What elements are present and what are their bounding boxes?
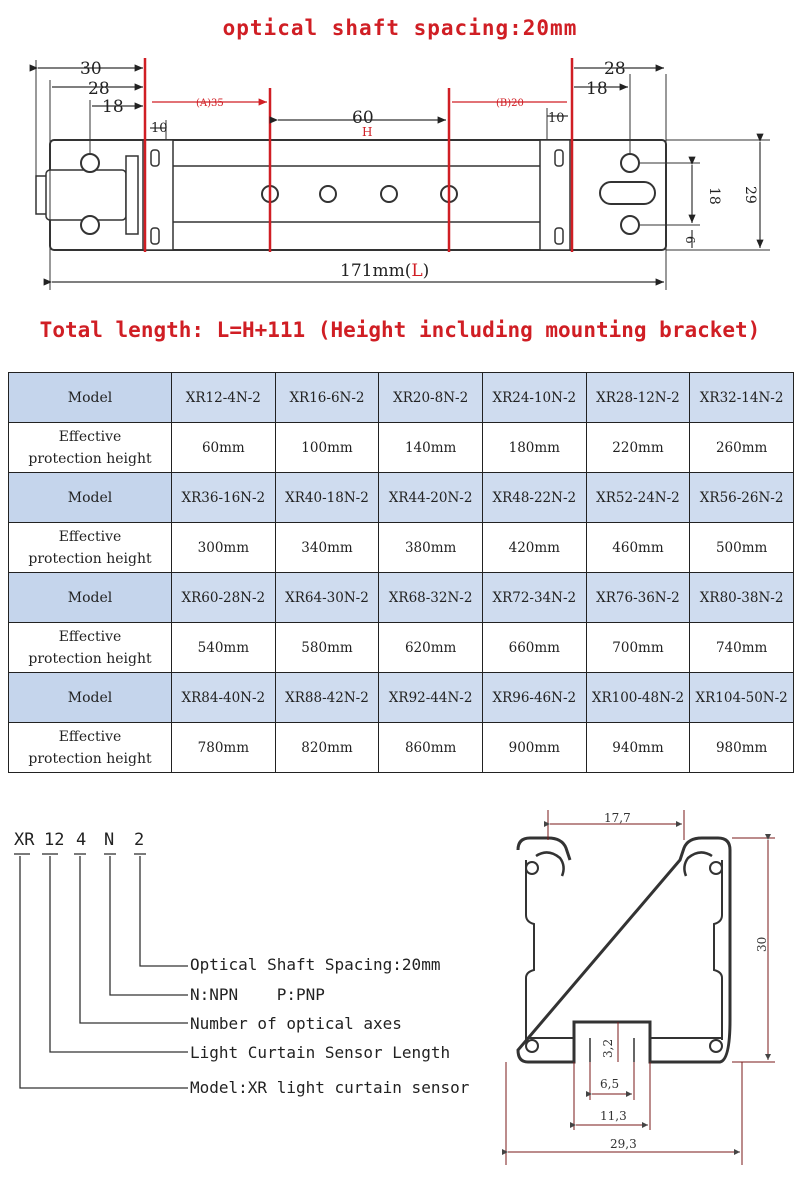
legend-axes: Number of optical axes: [190, 1014, 402, 1033]
height-row: [9, 723, 794, 773]
height-cell: 220mm: [586, 423, 690, 473]
code-part-spacing: 2: [134, 830, 145, 850]
model-cell: XR68-32N-2: [379, 573, 483, 623]
model-cell: XR36-16N-2: [172, 473, 276, 523]
profile-cross-section: [490, 800, 790, 1170]
height-label-line2: protection height: [28, 450, 152, 467]
model-cell: XR96-46N-2: [482, 673, 586, 723]
height-label-line1: Effective: [58, 528, 122, 545]
height-cell: 380mm: [379, 523, 483, 573]
dim-h: H: [362, 125, 373, 139]
model-cell: XR100-48N-2: [586, 673, 690, 723]
height-cell: 60mm: [172, 423, 276, 473]
height-cell: 700mm: [586, 623, 690, 673]
profile-width-top: 17,7: [604, 811, 631, 825]
model-label-cell: Model: [9, 673, 172, 723]
model-cell: XR56-26N-2: [690, 473, 794, 523]
model-row: [9, 473, 794, 523]
model-cell: XR12-4N-2: [172, 373, 276, 423]
height-cell: 660mm: [482, 623, 586, 673]
model-cell: XR44-20N-2: [379, 473, 483, 523]
model-cell: XR104-50N-2: [690, 673, 794, 723]
length-paren-close: ): [422, 261, 430, 281]
legend-model: Model:XR light curtain sensor: [190, 1078, 470, 1097]
length-paren-open: (: [404, 261, 412, 281]
model-cell: XR60-28N-2: [172, 573, 276, 623]
dim-18-left: 18: [102, 97, 124, 117]
model-cell: XR20-8N-2: [379, 373, 483, 423]
height-cell: 100mm: [275, 423, 379, 473]
height-cell: 740mm: [690, 623, 794, 673]
dim-29-vert: 29: [742, 186, 758, 204]
height-cell: 780mm: [172, 723, 276, 773]
height-label-line2: protection height: [28, 750, 152, 767]
code-part-xr: XR: [14, 830, 35, 850]
model-cell: XR40-18N-2: [275, 473, 379, 523]
height-label-cell: [9, 723, 172, 773]
model-cell: XR52-24N-2: [586, 473, 690, 523]
height-label-cell: [9, 623, 172, 673]
length-symbol: L: [411, 261, 423, 281]
model-cell: XR80-38N-2: [690, 573, 794, 623]
height-row: [9, 623, 794, 673]
model-row: [9, 673, 794, 723]
height-cell: 420mm: [482, 523, 586, 573]
dim-18-vert: 18: [706, 187, 722, 205]
model-cell: XR48-22N-2: [482, 473, 586, 523]
profile-slot-width: 6,5: [600, 1077, 620, 1091]
height-cell: 980mm: [690, 723, 794, 773]
profile-slot-depth: 3,2: [601, 1038, 615, 1058]
height-cell: 540mm: [172, 623, 276, 673]
height-cell: 180mm: [482, 423, 586, 473]
dim-10-right: 10: [548, 111, 565, 126]
model-label-cell: Model: [9, 373, 172, 423]
sensor-dimension-drawing: [0, 50, 800, 310]
height-cell: 900mm: [482, 723, 586, 773]
height-label-cell: [9, 423, 172, 473]
formula-title: Total length: L=H+111 (Height including mounting bracket): [39, 318, 761, 342]
height-cell: 340mm: [275, 523, 379, 573]
dim-6-vert: 6: [683, 236, 697, 244]
height-label-line2: protection height: [28, 550, 152, 567]
height-cell: 580mm: [275, 623, 379, 673]
model-row: [9, 573, 794, 623]
legend-length: Light Curtain Sensor Length: [190, 1043, 451, 1062]
dim-18-right: 18: [586, 79, 608, 99]
top-title: optical shaft spacing:20mm: [222, 16, 578, 40]
height-row: [9, 523, 794, 573]
dim-60: 60: [352, 108, 374, 128]
model-cell: XR16-6N-2: [275, 373, 379, 423]
dim-28-right: 28: [604, 59, 626, 79]
dim-a: (A)35: [196, 98, 224, 109]
height-cell: 940mm: [586, 723, 690, 773]
legend-spacing: Optical Shaft Spacing:20mm: [190, 955, 441, 974]
model-cell: XR84-40N-2: [172, 673, 276, 723]
legend-output-type: N:NPN P:PNP: [190, 985, 325, 1004]
model-cell: XR88-42N-2: [275, 673, 379, 723]
dim-b: (B)20: [496, 98, 524, 109]
model-label-cell: Model: [9, 473, 172, 523]
height-cell: 300mm: [172, 523, 276, 573]
model-cell: XR92-44N-2: [379, 673, 483, 723]
code-part-type: N: [104, 830, 115, 850]
profile-total-width: 29,3: [610, 1137, 637, 1151]
code-part-length: 12: [44, 830, 65, 850]
model-cell: XR32-14N-2: [690, 373, 794, 423]
height-label-line1: Effective: [58, 628, 122, 645]
height-row: [9, 423, 794, 473]
height-label-line1: Effective: [58, 728, 122, 745]
model-cell: XR64-30N-2: [275, 573, 379, 623]
profile-inner-width: 11,3: [600, 1109, 627, 1123]
height-cell: 860mm: [379, 723, 483, 773]
model-row: [9, 373, 794, 423]
profile-height: 30: [755, 936, 769, 952]
height-cell: 460mm: [586, 523, 690, 573]
dim-30: 30: [80, 59, 102, 79]
model-code-leader-lines: [0, 850, 200, 1100]
length-value: 171mm: [340, 261, 405, 281]
model-label-cell: Model: [9, 573, 172, 623]
height-cell: 620mm: [379, 623, 483, 673]
model-cell: XR24-10N-2: [482, 373, 586, 423]
height-cell: 820mm: [275, 723, 379, 773]
height-cell: 260mm: [690, 423, 794, 473]
model-cell: XR76-36N-2: [586, 573, 690, 623]
dim-10-left: 10: [151, 121, 168, 136]
height-cell: 140mm: [379, 423, 483, 473]
height-label-line1: Effective: [58, 428, 122, 445]
height-label-cell: [9, 523, 172, 573]
model-spec-table: [8, 372, 794, 773]
code-part-axes: 4: [76, 830, 87, 850]
dim-28-left: 28: [88, 79, 110, 99]
height-cell: 500mm: [690, 523, 794, 573]
model-cell: XR28-12N-2: [586, 373, 690, 423]
height-label-line2: protection height: [28, 650, 152, 667]
model-cell: XR72-34N-2: [482, 573, 586, 623]
svg-text:171mm(L): [340, 261, 429, 281]
